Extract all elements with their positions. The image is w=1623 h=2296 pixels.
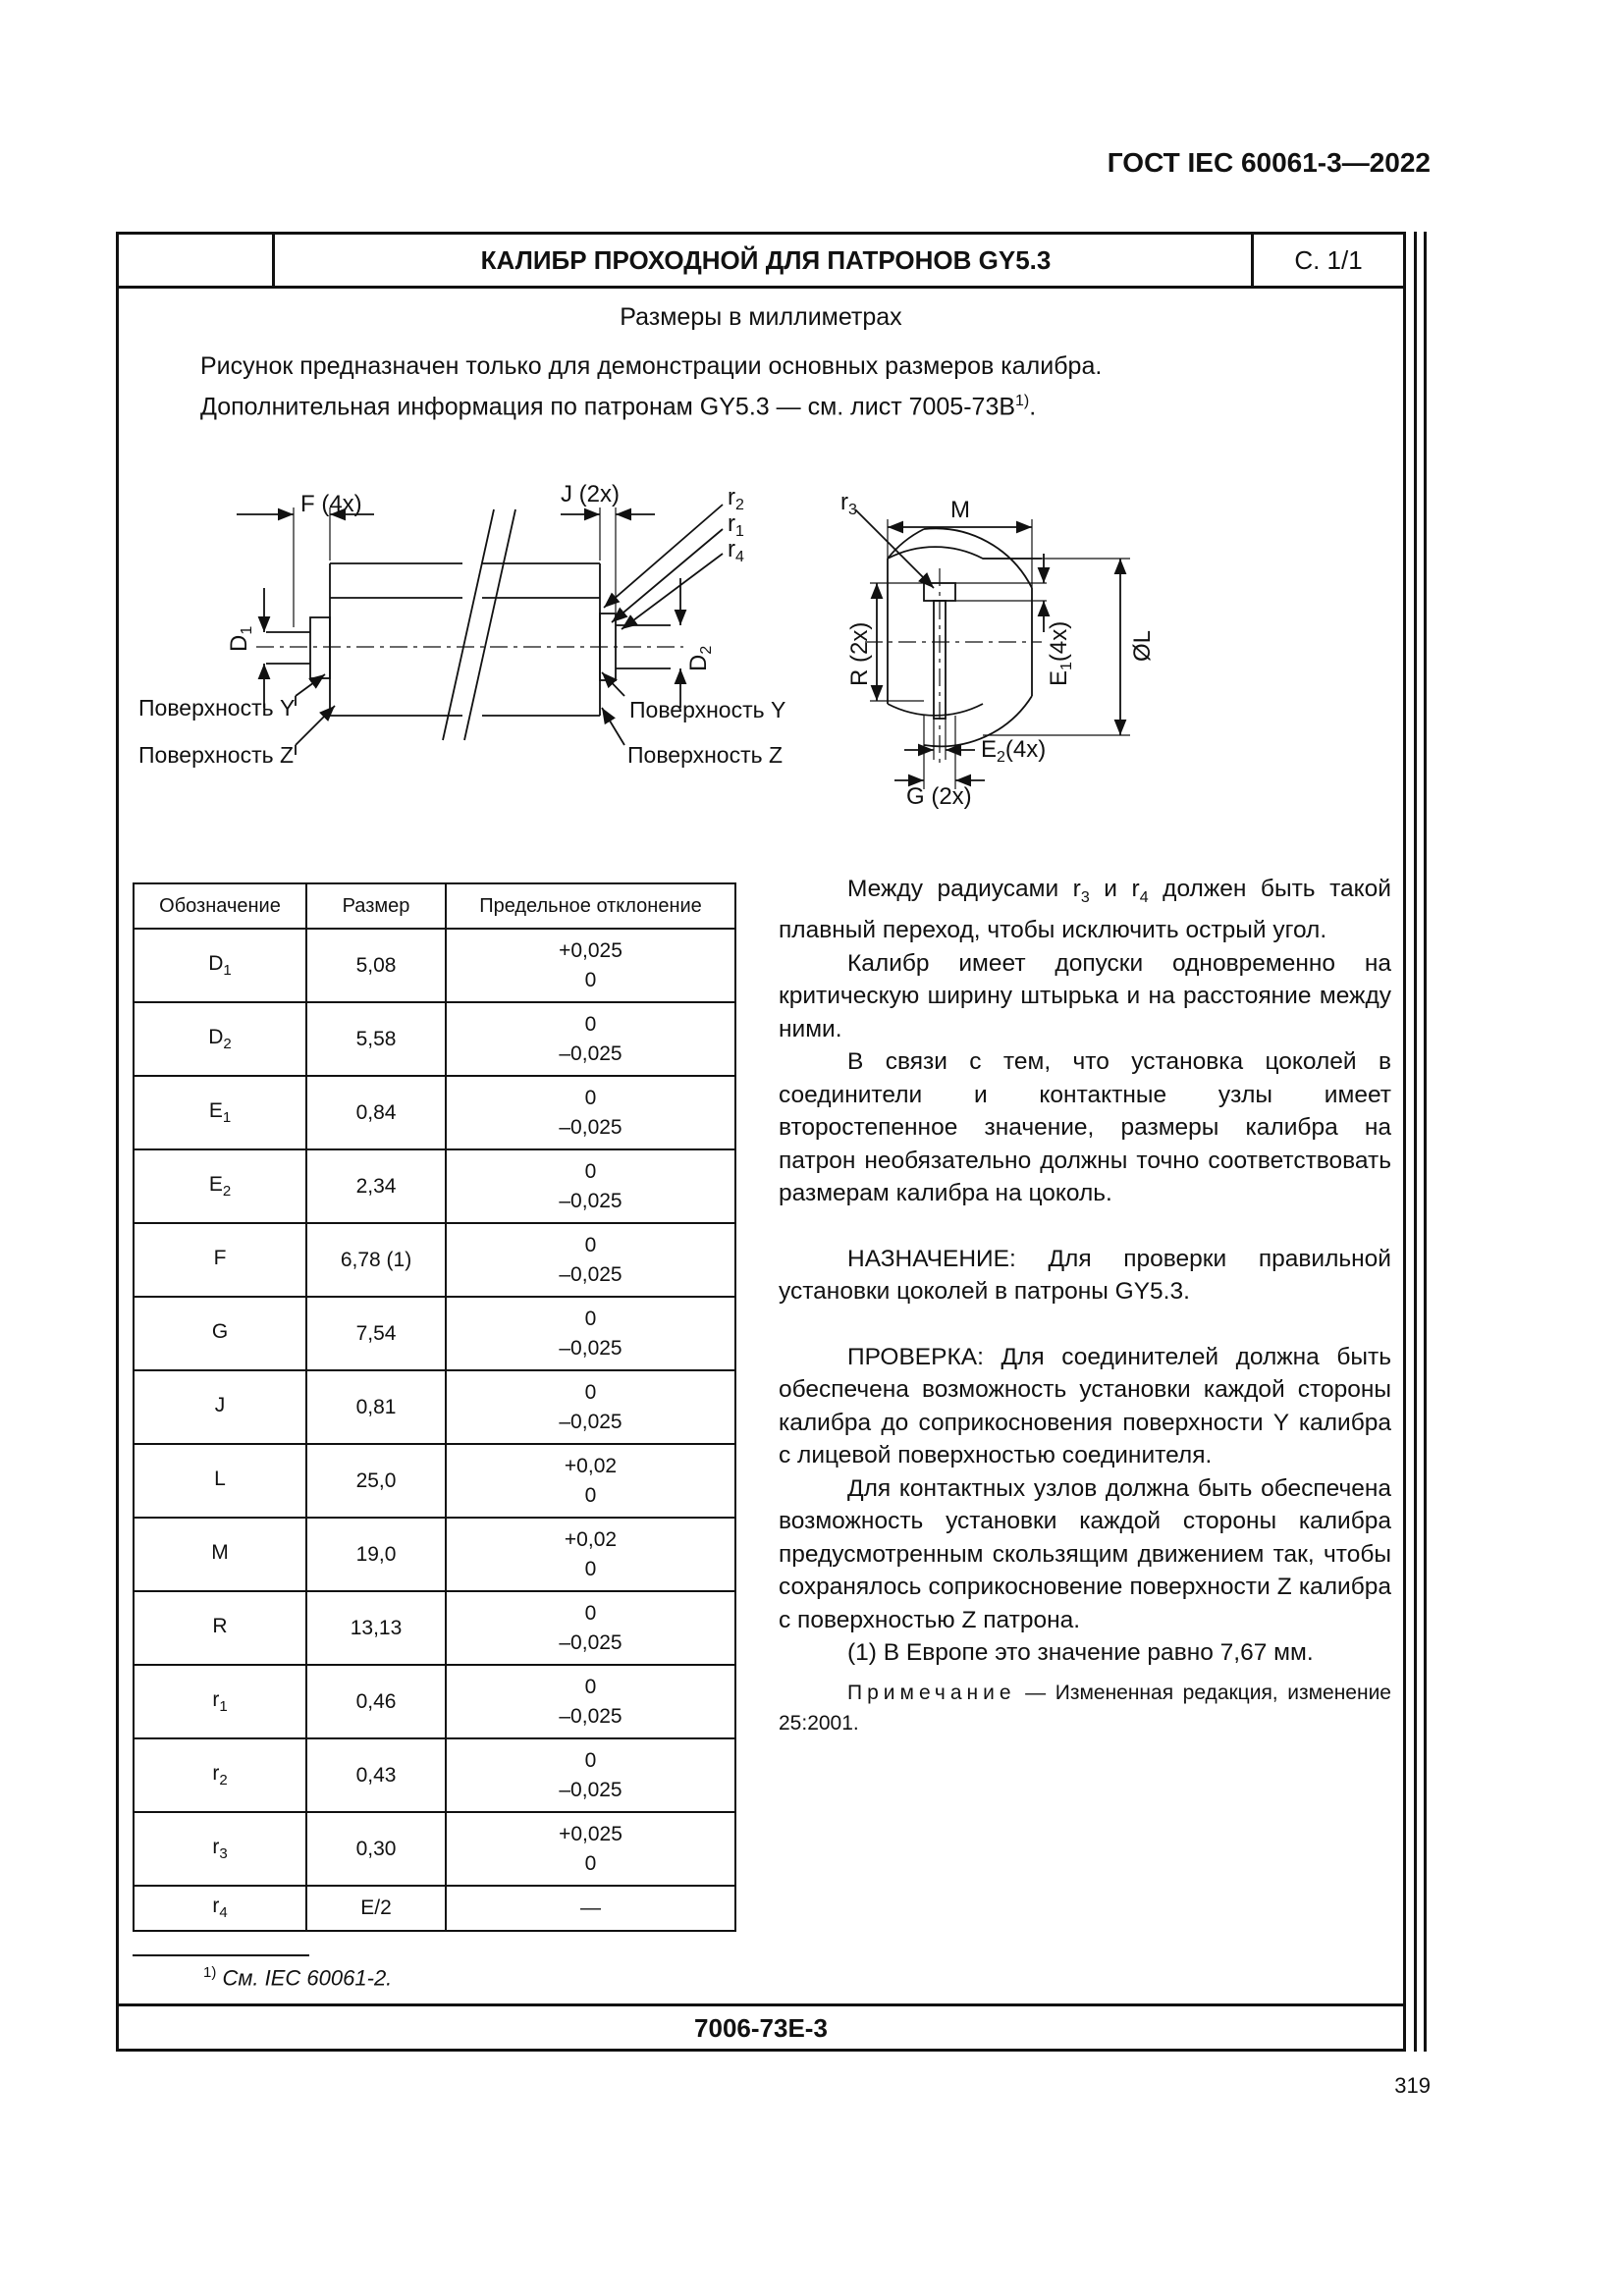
cell-size: 5,58	[306, 1002, 446, 1076]
cell-size: 0,30	[306, 1812, 446, 1886]
cell-symbol: J	[134, 1370, 306, 1444]
label-surface-y-right: Поверхность Y	[629, 697, 786, 722]
cell-size: 13,13	[306, 1591, 446, 1665]
drawing-labels	[138, 481, 1156, 810]
cell-symbol: F	[134, 1223, 306, 1297]
sheet-header	[119, 235, 1403, 289]
table-row	[134, 1297, 735, 1370]
cell-tolerance: +0,025 0	[446, 1812, 735, 1886]
sheet-title: КАЛИБР ПРОХОДНОЙ ДЛЯ ПАТРОНОВ GY5.3	[480, 245, 1052, 275]
paragraph-check-contacts: Для контактных узлов должна быть обеспечена возможность установки каждой стороны калибра предусмотренным скользящим движением так, чтобы сохранялось соприкосновение поверхности Z калибра с поверхностью Z патрона.	[779, 1474, 1391, 1633]
footnote-rule	[133, 1954, 309, 1956]
label-d1: $D_1$	[226, 625, 255, 652]
cell-size: 5,08	[306, 929, 446, 1002]
cell-symbol: $r_3$	[134, 1812, 306, 1886]
label-surface-y-left: Поверхность Y	[138, 695, 296, 721]
cell-size: 2,34	[306, 1149, 446, 1223]
table-row	[134, 1370, 735, 1444]
cell-tolerance: 0 –0,025	[446, 1149, 735, 1223]
table-row	[134, 1518, 735, 1591]
intro-text	[200, 348, 1102, 424]
cell-tolerance: 0 –0,025	[446, 1076, 735, 1149]
cell-size: 25,0	[306, 1444, 446, 1518]
sheet-frame	[116, 232, 1406, 2052]
cell-symbol: G	[134, 1297, 306, 1370]
cell-size: 19,0	[306, 1518, 446, 1591]
label-l: ØL	[1129, 629, 1156, 662]
label-r3: $r_3$	[840, 489, 857, 518]
table-row	[134, 1812, 735, 1886]
paragraph-tolerances: Калибр имеет допуски одновременно на критическую ширину штырька и на расстояние между ними.	[779, 949, 1391, 1042]
table-row	[134, 1444, 735, 1518]
frame-rule-1	[1414, 232, 1417, 2052]
table-row	[134, 1665, 735, 1738]
sheet-number: 7006-73E-3	[694, 2013, 828, 2043]
table-row	[134, 1591, 735, 1665]
table-row	[134, 929, 735, 1002]
table-row	[134, 1886, 735, 1931]
label-j: J (2x)	[561, 481, 620, 507]
label-r-2x: R (2x)	[846, 621, 873, 686]
cell-symbol: $E_1$	[134, 1076, 306, 1149]
label-e2: $E_2(4x)$	[981, 736, 1047, 766]
cell-symbol: $D_1$	[134, 929, 306, 1002]
cell-tolerance: +0,025 0	[446, 929, 735, 1002]
cell-symbol: L	[134, 1444, 306, 1518]
table-header-row	[134, 883, 735, 929]
paragraph-radii: Между радиусами $r_3$ и $r_4$ должен быть такой плавный переход, чтобы исключить острый угол.	[779, 876, 1391, 944]
col-header-size: Размер	[306, 883, 446, 929]
table-row	[134, 1002, 735, 1076]
paragraph-installation: В связи с тем, что установка цоколей в соединители и контактные узлы имеет второстепенное значение, размеры калибра на патрон необязательно должны точно соответствовать размерам калибра на цоколь.	[779, 1048, 1391, 1207]
cell-size: 0,84	[306, 1076, 446, 1149]
cell-tolerance: 0 –0,025	[446, 1002, 735, 1076]
cell-tolerance: 0 –0,025	[446, 1665, 735, 1738]
cell-symbol: $E_2$	[134, 1149, 306, 1223]
table-row	[134, 1223, 735, 1297]
cell-symbol: $r_1$	[134, 1665, 306, 1738]
label-e1: $E_1(4x)$	[1046, 620, 1075, 686]
paragraph-purpose: НАЗНАЧЕНИЕ: Для проверки правильной установки цоколей в патроны GY5.3.	[779, 1245, 1391, 1306]
col-header-symbol: Обозначение	[134, 883, 306, 929]
label-surface-z-right: Поверхность Z	[627, 742, 784, 768]
footnote: $^{1)}$ См. IEC 60061-2.	[203, 1964, 393, 1991]
label-d2: $D_2$	[685, 645, 715, 671]
frame-rule-2	[1424, 232, 1427, 2052]
label-r4: $r_4$	[728, 536, 744, 565]
paragraph-check-connectors: ПРОВЕРКА: Для соединителей должна быть обеспечена возможность установки каждой стороны калибра до соприкосновения поверхности Y калибра с лицевой поверхностью соединителя.	[779, 1343, 1391, 1469]
page-number: 319	[1394, 2073, 1431, 2098]
cell-size: 6,78 (1)	[306, 1223, 446, 1297]
cell-symbol: R	[134, 1591, 306, 1665]
cell-size: 0,46	[306, 1665, 446, 1738]
end-view	[766, 509, 1130, 789]
amendment-note: Примечание — Измененная редакция, изменение 25:2001.	[779, 1681, 1391, 1735]
table-row	[134, 1738, 735, 1812]
cell-tolerance: 0 –0,025	[446, 1738, 735, 1812]
cell-size: 0,43	[306, 1738, 446, 1812]
sheet-page-label: С. 1/1	[1251, 235, 1403, 286]
intro-line-1: Рисунок предназначен только для демонстрации основных размеров калибра.	[200, 352, 1103, 380]
dimensions-table	[133, 882, 736, 1932]
explanatory-text	[779, 873, 1391, 1738]
label-r2: $r_2$	[728, 484, 744, 513]
cell-tolerance: 0 –0,025	[446, 1297, 735, 1370]
cell-size: 7,54	[306, 1297, 446, 1370]
cell-symbol: $r_4$	[134, 1886, 306, 1931]
cell-tolerance: 0 –0,025	[446, 1223, 735, 1297]
table-row	[134, 1149, 735, 1223]
cell-tolerance: +0,02 0	[446, 1444, 735, 1518]
label-surface-z-left: Поверхность Z	[138, 742, 295, 768]
intro-line-2: Дополнительная информация по патронам GY5.3 — см. лист $7005-73В^{1)}$.	[200, 393, 1037, 421]
cell-size: E/2	[306, 1886, 446, 1931]
col-header-tolerance: Предельное отклонение	[446, 883, 735, 929]
standard-code: ГОСТ IEC 60061-3—2022	[1107, 147, 1431, 178]
cell-symbol: M	[134, 1518, 306, 1591]
sheet-bottom-rule	[119, 2003, 1403, 2006]
label-g: G (2x)	[906, 783, 972, 810]
cell-symbol: $D_2$	[134, 1002, 306, 1076]
label-m: M	[950, 497, 970, 523]
cell-tolerance: 0 –0,025	[446, 1591, 735, 1665]
cell-tolerance: +0,02 0	[446, 1518, 735, 1591]
paragraph-europe-note: (1) В Европе это значение равно 7,67 мм.	[847, 1639, 1314, 1667]
label-r1: $r_1$	[728, 510, 744, 540]
units-note: Размеры в миллиметрах	[620, 303, 902, 331]
cell-tolerance: —	[446, 1886, 735, 1931]
cell-symbol: $r_2$	[134, 1738, 306, 1812]
table-row	[134, 1076, 735, 1149]
cell-tolerance: 0 –0,025	[446, 1370, 735, 1444]
label-f: F (4x)	[300, 491, 362, 517]
cell-size: 0,81	[306, 1370, 446, 1444]
header-empty-cell	[119, 235, 275, 286]
